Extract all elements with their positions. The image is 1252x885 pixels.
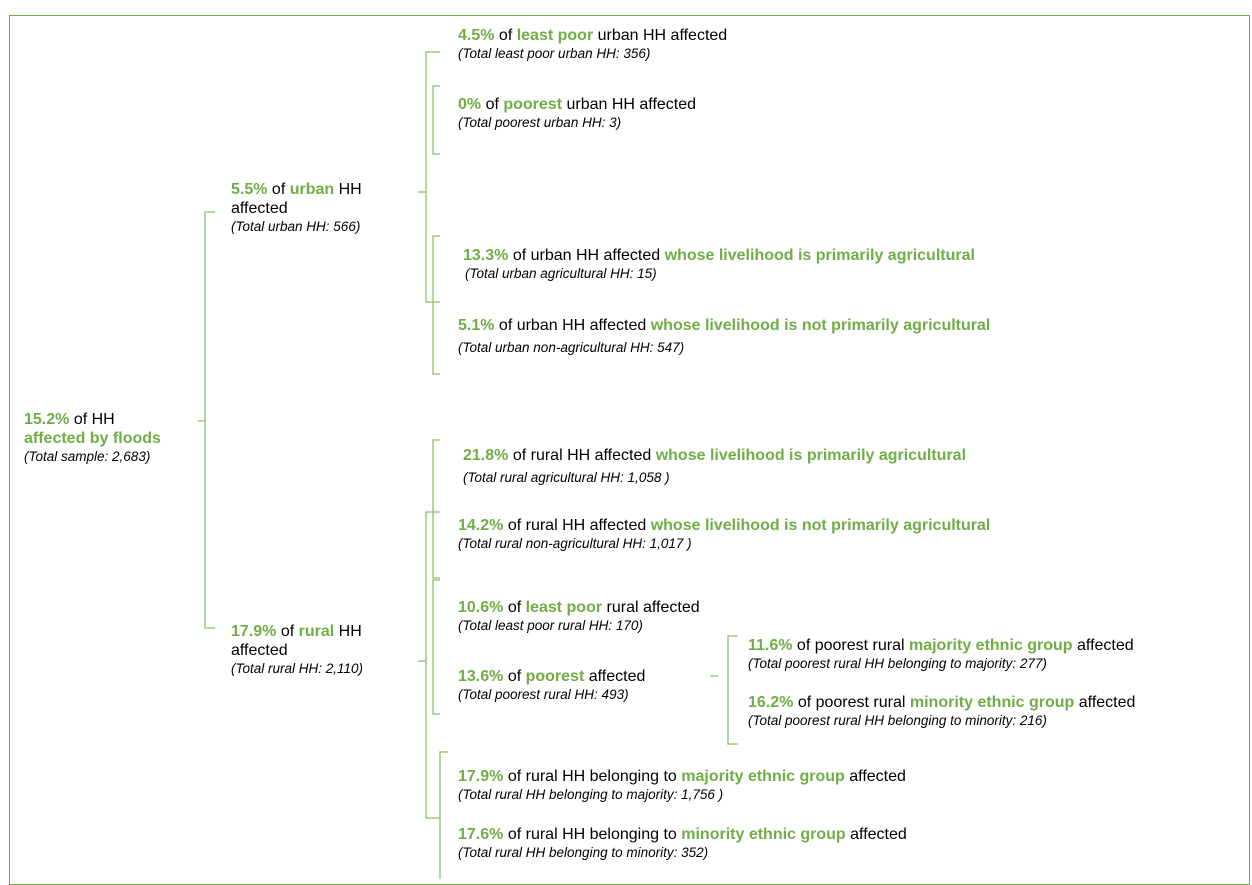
urban-agri-total: (Total urban agricultural HH: 15) xyxy=(465,266,657,281)
node-keyword: minority ethnic group xyxy=(909,694,1075,711)
node-text: of urban HH affected xyxy=(494,317,651,334)
node-text: of poorest rural xyxy=(792,637,909,654)
poorest-majority-node xyxy=(748,636,1134,672)
rural-poorest-total: (Total poorest rural HH: 493) xyxy=(458,687,629,702)
urban-poorest-percent: 0% xyxy=(458,96,482,113)
node-text: affected xyxy=(1072,637,1134,654)
urban-nonagri-percent: 5.1% xyxy=(458,317,495,334)
urban-poorest-node xyxy=(458,95,696,131)
rural-bracket-ethnic xyxy=(440,752,448,879)
rural-bracket-poverty xyxy=(433,580,440,714)
rural-bracket-livelihood xyxy=(433,440,440,578)
urban-nonagri-total: (Total urban non-agricultural HH: 547) xyxy=(458,340,685,355)
rural-agri-percent: 21.8% xyxy=(463,447,509,464)
node-text: urban HH affected xyxy=(593,27,728,44)
rural-nonagri-percent: 14.2% xyxy=(458,517,504,534)
node-keyword: least poor xyxy=(516,27,594,44)
node-text: of poorest rural xyxy=(793,694,910,711)
node-text: of rural HH affected xyxy=(503,517,651,534)
rural-text-rest: HH xyxy=(334,623,362,640)
urban-nonagri-node xyxy=(458,316,990,356)
root-node xyxy=(24,410,161,465)
rural-nonagri-node xyxy=(458,516,990,552)
node-keyword: poorest xyxy=(503,96,563,113)
urban-keyword: urban xyxy=(289,181,335,198)
urban-poorest-total: (Total poorest urban HH: 3) xyxy=(458,115,622,130)
node-text: affected xyxy=(584,668,646,685)
node-text: of xyxy=(503,668,526,685)
urban-least-poor-percent: 4.5% xyxy=(458,27,495,44)
urban-affected: affected xyxy=(231,200,288,217)
root-percent: 15.2% xyxy=(24,411,70,428)
node-text: of xyxy=(503,599,526,616)
node-text: of xyxy=(494,27,517,44)
rural-least-poor-total: (Total least poor rural HH: 170) xyxy=(458,618,643,633)
urban-least-poor-total: (Total least poor urban HH: 356) xyxy=(458,46,651,61)
node-text: urban HH affected xyxy=(562,96,697,113)
poorest-bracket xyxy=(710,636,738,744)
rural-percent: 17.9% xyxy=(231,623,277,640)
rural-minority-percent: 17.6% xyxy=(458,826,504,843)
rural-total: (Total rural HH: 2,110) xyxy=(231,661,364,676)
urban-least-poor-node xyxy=(458,26,727,62)
rural-agri-total: (Total rural agricultural HH: 1,058 ) xyxy=(463,470,670,485)
rural-majority-percent: 17.9% xyxy=(458,768,504,785)
node-text: of rural HH belonging to xyxy=(503,826,682,843)
urban-node xyxy=(231,180,362,235)
node-keyword: whose livelihood is primarily agricultural xyxy=(664,247,975,264)
node-text: of rural HH belonging to xyxy=(503,768,682,785)
node-text: rural affected xyxy=(602,599,700,616)
node-keyword: minority ethnic group xyxy=(681,826,846,843)
rural-agri-node xyxy=(463,446,966,486)
node-keyword: majority ethnic group xyxy=(681,768,845,785)
rural-poorest-percent: 13.6% xyxy=(458,668,504,685)
urban-bracket-lower xyxy=(433,86,440,154)
node-keyword: whose livelihood is primarily agricultural xyxy=(655,447,967,464)
rural-nonagri-total: (Total rural non-agricultural HH: 1,017 ) xyxy=(458,536,692,551)
node-text: of xyxy=(481,96,504,113)
rural-bracket-main xyxy=(418,512,440,818)
rural-poorest-node xyxy=(458,667,645,703)
rural-keyword: rural xyxy=(298,623,335,640)
node-keyword: majority ethnic group xyxy=(908,637,1073,654)
node-keyword: poorest xyxy=(525,668,585,685)
rural-majority-total: (Total rural HH belonging to majority: 1,756 ) xyxy=(458,787,724,802)
rural-least-poor-node xyxy=(458,598,700,634)
poorest-minority-node xyxy=(748,693,1135,729)
urban-percent: 5.5% xyxy=(231,181,268,198)
rural-affected: affected xyxy=(231,642,288,659)
rural-text: of xyxy=(276,623,299,640)
root-total: (Total sample: 2,683) xyxy=(24,449,151,464)
node-keyword: whose livelihood is not primarily agricultural xyxy=(650,317,991,334)
node-text: affected xyxy=(844,768,906,785)
poorest-majority-total: (Total poorest rural HH belonging to majority: 277) xyxy=(748,656,1047,671)
poorest-majority-percent: 11.6% xyxy=(748,637,793,654)
rural-majority-node xyxy=(458,767,906,803)
urban-agri-node xyxy=(463,246,975,282)
urban-text: of xyxy=(267,181,290,198)
rural-least-poor-percent: 10.6% xyxy=(458,599,504,616)
node-keyword: least poor xyxy=(525,599,603,616)
root-subtitle: affected by floods xyxy=(24,430,161,447)
node-text: affected xyxy=(1074,694,1136,711)
node-text: affected xyxy=(845,826,907,843)
root-bracket xyxy=(198,212,215,628)
rural-node xyxy=(231,622,363,677)
urban-total: (Total urban HH: 566) xyxy=(231,219,361,234)
node-keyword: whose livelihood is not primarily agricultural xyxy=(650,517,991,534)
root-label: of HH xyxy=(69,411,115,428)
node-text: of urban HH affected xyxy=(508,247,665,264)
node-text: of rural HH affected xyxy=(508,447,656,464)
rural-minority-total: (Total rural HH belonging to minority: 352) xyxy=(458,845,709,860)
poorest-minority-total: (Total poorest rural HH belonging to minority: 216) xyxy=(748,713,1047,728)
urban-text-rest: HH xyxy=(334,181,362,198)
poorest-minority-percent: 16.2% xyxy=(748,694,794,711)
urban-agri-percent: 13.3% xyxy=(463,247,509,264)
rural-minority-node xyxy=(458,825,907,861)
urban-bracket-agri xyxy=(433,236,440,374)
